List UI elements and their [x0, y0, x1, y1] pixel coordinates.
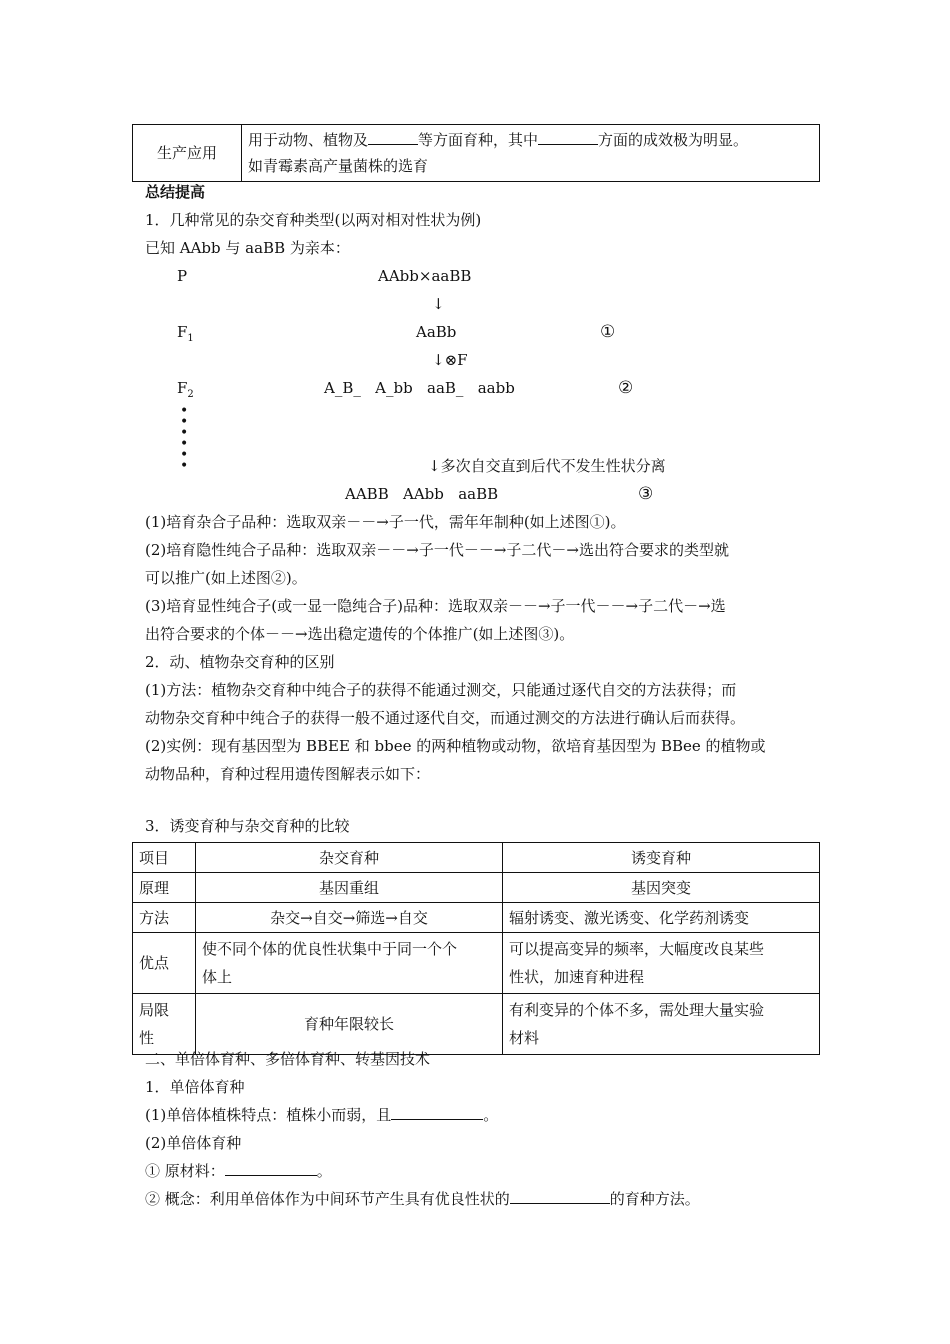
diagram-vertical-dots: • • • • • •: [180, 403, 189, 474]
cell-mutation: [503, 933, 820, 994]
f1-sub: 1: [187, 333, 194, 344]
comparison-table: [132, 842, 820, 1055]
haploid-item-3-end: 。: [316, 1162, 332, 1180]
diagram-f1-label: [177, 322, 194, 349]
pa-text-4: 如青霉素高产量菌株的选育: [248, 157, 429, 175]
lim-mut-2: 材料: [509, 1029, 540, 1047]
diagram-p-label: P: [177, 267, 188, 285]
para-2b: 可以推广(如上述图②)。: [145, 569, 307, 587]
table-row: [133, 994, 820, 1055]
diagram-f2-genotypes: A_B_ A_bb aaB_ aabb: [324, 379, 515, 397]
lim-mut-1: 有利变异的个体不多，需处理大量实验: [509, 1001, 765, 1019]
section3-title: 3．诱变育种与杂交育种的比较: [145, 817, 350, 835]
para-3a: (3)培育显性纯合子(或一显一隐纯合子)品种：选取双亲－－→子一代－－→子二代－→选: [145, 597, 726, 615]
diagram-final-genotypes: AABB AAbb aaBB: [345, 485, 499, 503]
blank-field: [538, 130, 598, 145]
table-row: [133, 933, 820, 994]
header-cross: 杂交育种: [196, 843, 503, 873]
diagram-mark-3: ③: [638, 484, 654, 504]
diagram-arrow-3: ↓多次自交直到后代不发生性状分离: [428, 457, 666, 475]
pa-text-1: 用于动物、植物及: [248, 131, 369, 149]
table-row: [133, 903, 820, 933]
haploid-item-4-end: 的育种方法。: [609, 1190, 700, 1208]
production-application-table: [132, 124, 820, 182]
diagram-f2-label: [177, 378, 194, 405]
f2-letter: F: [177, 379, 188, 397]
cell-cross: 育种年限较长: [196, 994, 503, 1055]
f2-sub: 2: [187, 389, 194, 400]
diagram-f1-genotype: AaBb: [416, 323, 457, 341]
blank-field: [368, 130, 418, 145]
adv-cross-1: 使不同个体的优良性状集中于同一个个: [202, 940, 458, 958]
section1-title: 1．几种常见的杂交育种类型(以两对相对性状为例): [145, 211, 482, 229]
blank-field: [510, 1189, 610, 1204]
row-label: 方法: [133, 903, 196, 933]
lim-label-2: 性: [139, 1029, 155, 1047]
diagram-mark-2: ②: [618, 378, 634, 398]
adv-mut-2: 性状，加速育种进程: [509, 968, 645, 986]
part2-title: 二、单倍体育种、多倍体育种、转基因技术: [145, 1050, 431, 1068]
header-item: 项目: [133, 843, 196, 873]
table-row: [133, 843, 820, 873]
row-label: [133, 994, 196, 1055]
adv-mut-1: 可以提高变异的频率，大幅度改良某些: [509, 940, 765, 958]
cell-mutation: 辐射诱变、激光诱变、化学药剂诱变: [503, 903, 820, 933]
cell-cross: [196, 933, 503, 994]
cell-cross: 杂交→自交→筛选→自交: [196, 903, 503, 933]
para-3b: 出符合要求的个体－－→选出稳定遗传的个体推广(如上述图③)。: [145, 625, 575, 643]
diagram-arrow-1: ↓: [432, 295, 445, 313]
section1-given: 已知 AAbb 与 aaBB 为亲本：: [145, 239, 350, 257]
blank-field: [391, 1105, 483, 1120]
cell-cross: 基因重组: [196, 873, 503, 903]
para-1: (1)培育杂合子品种：选取双亲－－→子一代，需年年制种(如上述图①)。: [145, 513, 626, 531]
summary-heading: 总结提高: [145, 183, 206, 201]
cell-mutation: 基因突变: [503, 873, 820, 903]
method-1a: (1)方法：植物杂交育种中纯合子的获得不能通过测交，只能通过逐代自交的方法获得；而: [145, 681, 737, 699]
adv-cross-2: 体上: [202, 968, 233, 986]
diagram-arrow-selfing: ↓⊗F: [432, 351, 468, 369]
method-1b: 动物杂交育种中纯合子的获得一般不通过逐代自交，而通过测交的方法进行确认后而获得。: [145, 709, 746, 727]
diagram-mark-1: ①: [600, 322, 616, 342]
blank-field: [225, 1161, 317, 1176]
header-mutation: 诱变育种: [503, 843, 820, 873]
method-2a: (2)实例：现有基因型为 BBEE 和 bbee 的两种植物或动物，欲培育基因型为 BBee 的植物或: [145, 737, 766, 755]
pa-text-2: 等方面育种，其中: [418, 131, 539, 149]
haploid-item-1: [145, 1105, 498, 1125]
production-application-content: [242, 125, 820, 182]
diagram-p-cross: AAbb×aaBB: [378, 267, 472, 285]
lim-label-1: 局限: [139, 1001, 170, 1019]
haploid-item-3: [145, 1161, 332, 1181]
haploid-item-2: (2)单倍体育种: [145, 1134, 242, 1152]
haploid-heading: 1．单倍体育种: [145, 1078, 245, 1096]
table-row: [133, 873, 820, 903]
f1-letter: F: [177, 323, 188, 341]
row-label: 原理: [133, 873, 196, 903]
cell-mutation: [503, 994, 820, 1055]
haploid-item-4-text: ② 概念：利用单倍体作为中间环节产生具有优良性状的: [145, 1190, 510, 1208]
production-application-label: 生产应用: [133, 125, 242, 182]
pa-text-3: 方面的成效极为明显。: [598, 131, 749, 149]
section2-title: 2．动、植物杂交育种的区别: [145, 653, 335, 671]
haploid-item-1-end: 。: [483, 1106, 499, 1124]
haploid-item-3-text: ① 原材料：: [145, 1162, 225, 1180]
method-2b: 动物品种，育种过程用遗传图解表示如下：: [145, 765, 431, 783]
row-label: 优点: [133, 933, 196, 994]
haploid-item-1-text: (1)单倍体植株特点：植株小而弱，且: [145, 1106, 392, 1124]
haploid-item-4: [145, 1189, 700, 1209]
para-2a: (2)培育隐性纯合子品种：选取双亲－－→子一代－－→子二代－→选出符合要求的类型就: [145, 541, 729, 559]
